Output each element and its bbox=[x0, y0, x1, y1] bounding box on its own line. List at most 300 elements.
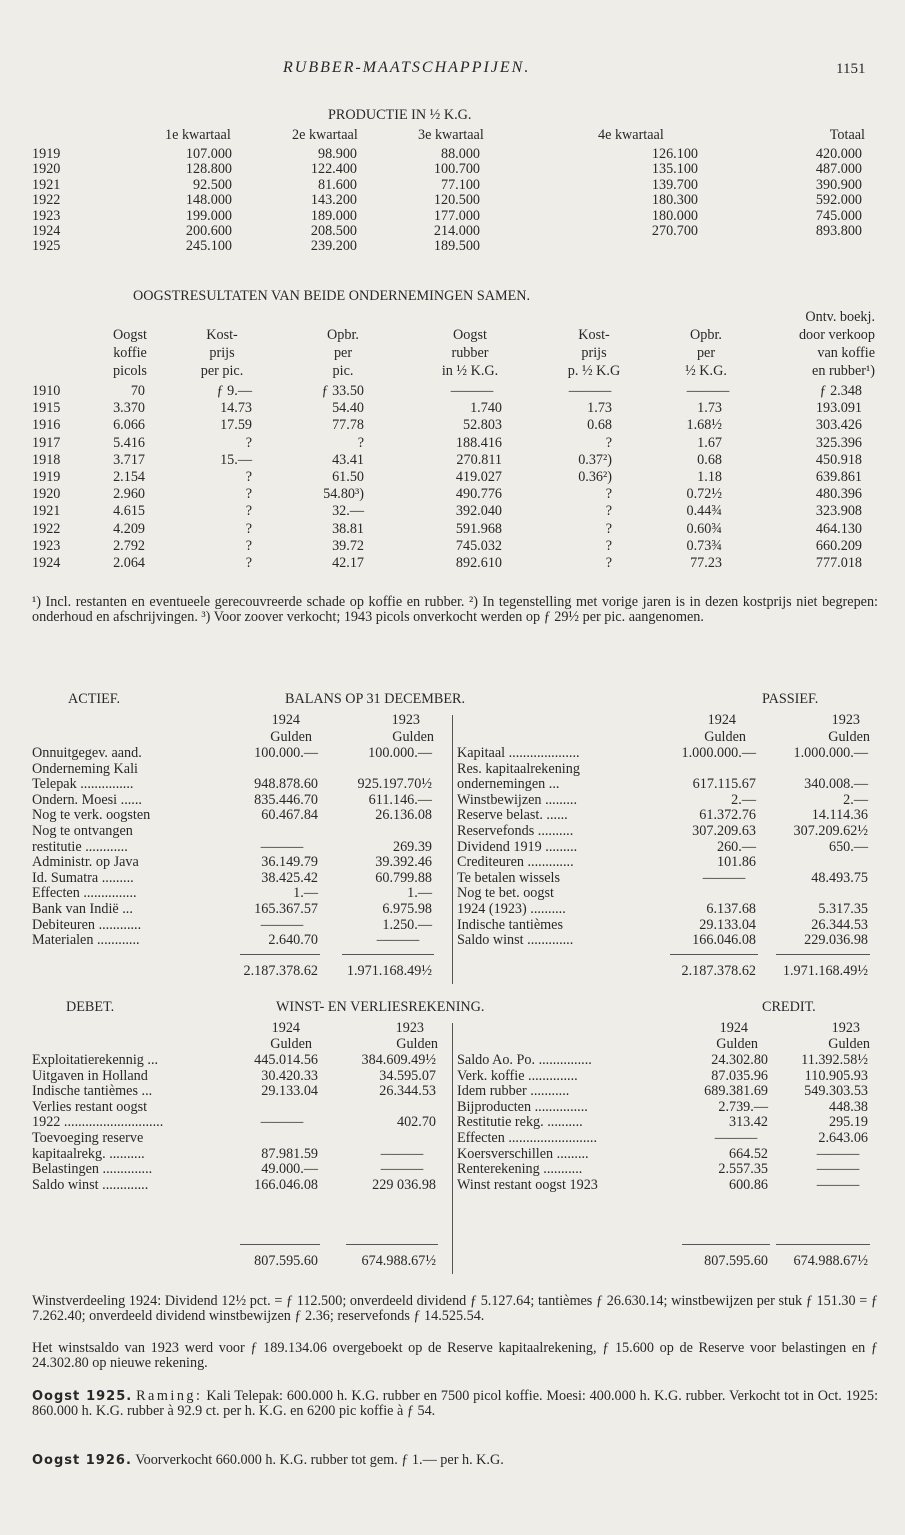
balans-total-rule bbox=[670, 954, 758, 955]
balans-left-label: Materialen ............ bbox=[32, 932, 140, 949]
oogst-cell: ? bbox=[605, 520, 612, 537]
balans-right-value: 2.— bbox=[843, 791, 868, 808]
winst-right-value: ——— bbox=[816, 1145, 860, 1162]
balans-left-value: 165.367.57 bbox=[254, 901, 318, 917]
oogst-cell: 0.68 bbox=[697, 451, 722, 468]
oogst-cell: 270.811 bbox=[456, 451, 502, 468]
balans-left-value: 1.250.— bbox=[382, 916, 432, 933]
winst-left-value: ——— bbox=[380, 1161, 424, 1178]
oogst-column-header: Oogst bbox=[453, 327, 487, 343]
balans-left-value: 38.425.42 bbox=[261, 869, 318, 886]
oogst-cell: 745.032 bbox=[455, 537, 502, 554]
balans-left-value: 948.878.60 bbox=[254, 776, 318, 793]
balans-left-value: 60.467.84 bbox=[261, 807, 318, 824]
productie-cell: 77.100 bbox=[440, 176, 480, 193]
winst-left-label: Exploitatierekennig ... bbox=[32, 1052, 159, 1068]
productie-cell: 200.600 bbox=[185, 223, 232, 239]
productie-cell: 177.000 bbox=[433, 207, 480, 224]
winst-left-value: 87.981.59 bbox=[261, 1145, 318, 1162]
winst-unit-head: Gulden bbox=[828, 1036, 870, 1052]
productie-cell: 126.100 bbox=[651, 146, 698, 162]
balans-total: 2.187.378.62 bbox=[243, 963, 318, 979]
productie-cell: 245.100 bbox=[185, 238, 232, 255]
productie-column-header: Totaal bbox=[829, 127, 865, 143]
oogst-cell: 450.918 bbox=[815, 451, 862, 468]
winst-right-value: 664.52 bbox=[728, 1145, 768, 1162]
balans-year-head: 1924 bbox=[707, 712, 736, 728]
productie-cell: 420.000 bbox=[815, 146, 862, 162]
productie-cell: 893.800 bbox=[815, 223, 862, 239]
balans-right-value: 617.115.67 bbox=[692, 776, 756, 793]
balans-actief-head: ACTIEF. bbox=[68, 691, 121, 707]
winst-right-label: Saldo Ao. Po. ............... bbox=[457, 1052, 592, 1068]
oogst-1925-label: Oogst 1925. bbox=[32, 1389, 133, 1404]
winst-right-value: ——— bbox=[714, 1130, 758, 1146]
oogst-row-year: 1920 bbox=[32, 486, 61, 503]
productie-row-year: 1925 bbox=[32, 238, 61, 255]
oogst-cell: 39.72 bbox=[332, 537, 364, 554]
productie-column-header: 3e kwartaal bbox=[418, 127, 484, 143]
winst-total: 807.595.60 bbox=[254, 1253, 318, 1269]
oogst-cell: 6.066 bbox=[113, 417, 145, 434]
balans-unit-head: Gulden bbox=[392, 729, 434, 745]
oogst-cell: 42.17 bbox=[332, 555, 364, 571]
balans-left-value: 1.— bbox=[407, 885, 432, 902]
balans-left-label: Telepak ............... bbox=[32, 776, 134, 793]
balans-right-value: 307.209.62½ bbox=[793, 823, 868, 839]
oogst-cell: ? bbox=[605, 434, 612, 451]
winst-right-label: Koersverschillen ......... bbox=[457, 1145, 589, 1162]
winst-left-value: 30.420.33 bbox=[261, 1067, 318, 1084]
oogst-column-header: door verkoop bbox=[798, 327, 875, 343]
balans-left-label: Nog te verk. oogsten bbox=[32, 807, 151, 824]
winst-year-head: 1923 bbox=[395, 1020, 424, 1036]
oogst-column-header: picols bbox=[113, 363, 147, 379]
productie-cell: 239.200 bbox=[310, 238, 357, 255]
oogst-row-year: 1915 bbox=[32, 400, 61, 417]
balans-total: 1.971.168.49½ bbox=[782, 963, 868, 979]
oogst-column-header: rubber bbox=[451, 345, 489, 361]
oogst-cell: ? bbox=[245, 555, 252, 571]
winst-year-head: 1923 bbox=[831, 1020, 860, 1036]
winst-right-value: 11.392.58½ bbox=[801, 1052, 868, 1068]
productie-cell: 592.000 bbox=[815, 192, 862, 209]
oogst-column-header: Opbr. bbox=[690, 327, 722, 343]
productie-cell: 180.000 bbox=[651, 207, 698, 224]
winst-right-label: Winst restant oogst 1923 bbox=[457, 1176, 598, 1193]
productie-row-year: 1922 bbox=[32, 192, 61, 209]
productie-cell: 487.000 bbox=[815, 161, 862, 178]
productie-cell: 390.900 bbox=[815, 176, 862, 193]
winst-right-value: 2.557.35 bbox=[718, 1161, 768, 1178]
balans-right-value: ——— bbox=[702, 869, 746, 886]
oogst-cell: 32.— bbox=[332, 503, 364, 520]
oogst-1925-text: Kali Telepak: 600.000 h. K.G. rubber en 7500 picol koffie. Moesi: 400.000 h. K.G. rubber. Verkocht tot in Oct. 1925: 860.000 h. K.G. rubber à 92.9 ct. per h. K.G. en 6200 pic koffie à ƒ 54. bbox=[32, 1388, 879, 1420]
winst-left-label: 1922 ............................ bbox=[32, 1114, 164, 1131]
winst-right-value: ——— bbox=[816, 1161, 860, 1178]
balans-passief-head: PASSIEF. bbox=[762, 691, 819, 707]
winst-left-label: Saldo winst ............. bbox=[32, 1176, 149, 1193]
oogst-column-header: in ½ K.G. bbox=[441, 363, 499, 379]
winst-right-label: Renterekening ........... bbox=[457, 1161, 583, 1178]
winst-total-rule bbox=[682, 1244, 770, 1245]
winst-debet-head: DEBET. bbox=[66, 999, 115, 1015]
balans-left-label: restitutie ............ bbox=[32, 838, 128, 855]
oogst-cell: 419.027 bbox=[455, 469, 502, 485]
oogst-cell: ? bbox=[245, 469, 252, 485]
productie-cell: 81.600 bbox=[317, 176, 357, 193]
balans-right-value: 26.344.53 bbox=[811, 916, 868, 933]
oogst-cell: ? bbox=[357, 434, 364, 451]
oogst-cell: 325.396 bbox=[815, 434, 862, 451]
oogst-row-year: 1910 bbox=[32, 383, 61, 399]
winst-year-head: 1924 bbox=[719, 1020, 748, 1036]
productie-row-year: 1923 bbox=[32, 207, 61, 224]
winst-right-label: Bijproducten ............... bbox=[457, 1098, 588, 1115]
balans-right-label: Reservefonds .......... bbox=[457, 823, 574, 839]
winst-right-value: ——— bbox=[816, 1176, 860, 1193]
balans-total: 1.971.168.49½ bbox=[346, 963, 432, 979]
oogst-column-header: per pic. bbox=[200, 363, 244, 379]
productie-cell: 107.000 bbox=[185, 146, 232, 162]
winst-left-value: ——— bbox=[380, 1145, 424, 1162]
winst-right-value: 87.035.96 bbox=[711, 1067, 768, 1084]
oogst-cell: 5.416 bbox=[113, 434, 145, 451]
balans-right-value: 307.209.63 bbox=[692, 823, 756, 839]
oogst-1926-label: Oogst 1926. bbox=[32, 1453, 132, 1468]
oogst-column-header: van koffie bbox=[817, 345, 875, 361]
oogst-column-header: en rubber¹) bbox=[812, 363, 875, 379]
oogst-column-header: ½ K.G. bbox=[685, 363, 727, 379]
winst-left-value: 29.133.04 bbox=[261, 1083, 318, 1100]
oogst-cell: 2.792 bbox=[113, 537, 145, 554]
oogst-cell: 0.36²) bbox=[578, 469, 612, 485]
winst-left-label: Toevoeging reserve bbox=[32, 1130, 144, 1146]
oogst-cell: ? bbox=[605, 555, 612, 571]
winst-total-rule bbox=[776, 1244, 870, 1245]
winst-year-head: 1924 bbox=[271, 1020, 300, 1036]
balans-left-label: Nog te ontvangen bbox=[32, 823, 133, 839]
balans-left-value: 925.197.70½ bbox=[357, 776, 432, 793]
productie-cell: 120.500 bbox=[433, 192, 480, 209]
balans-unit-head: Gulden bbox=[704, 729, 746, 745]
oogst-1926-paragraph bbox=[32, 1453, 878, 1468]
productie-row-year: 1921 bbox=[32, 176, 61, 193]
oogst-cell: ? bbox=[245, 520, 252, 537]
winst-divider bbox=[452, 1023, 453, 1274]
winst-right-value: 313.42 bbox=[728, 1114, 768, 1131]
oogst-column-header: koffie bbox=[113, 345, 147, 361]
oogst-cell: ? bbox=[605, 486, 612, 503]
balans-left-label: Effecten ............... bbox=[32, 885, 137, 902]
balans-right-value: 101.86 bbox=[716, 854, 756, 871]
oogst-cell: ƒ 33.50 bbox=[321, 383, 364, 399]
oogst-cell: ? bbox=[605, 503, 612, 520]
balans-right-label: Saldo winst ............. bbox=[457, 932, 574, 949]
winst-total: 674.988.67½ bbox=[361, 1253, 436, 1269]
oogst-cell: 3.370 bbox=[113, 400, 145, 417]
page-title: RUBBER-MAATSCHAPPIJEN. bbox=[283, 59, 531, 76]
oogst-row-year: 1919 bbox=[32, 469, 61, 485]
oogst-cell: 480.396 bbox=[815, 486, 862, 503]
oogst-cell: 660.209 bbox=[815, 537, 862, 554]
oogst-cell: 323.908 bbox=[815, 503, 862, 520]
balans-left-value: 835.446.70 bbox=[254, 791, 318, 808]
balans-left-value: 611.146.— bbox=[368, 791, 432, 808]
winst-left-label: Verlies restant oogst bbox=[32, 1098, 148, 1115]
winst-left-value: 384.609.49½ bbox=[361, 1052, 436, 1068]
balans-left-value: 39.392.46 bbox=[375, 854, 432, 871]
oogst-row-year: 1922 bbox=[32, 520, 61, 537]
oogst-row-year: 1924 bbox=[32, 555, 61, 571]
balans-year-head: 1923 bbox=[831, 712, 860, 728]
oogst-column-header: prijs bbox=[581, 345, 607, 361]
balans-right-label: Winstbewijzen ......... bbox=[457, 791, 577, 808]
productie-cell: 189.500 bbox=[433, 238, 480, 255]
oogst-cell: 1.73 bbox=[697, 400, 722, 417]
oogst-row-year: 1918 bbox=[32, 451, 61, 468]
balans-right-value: 14.114.36 bbox=[811, 807, 868, 824]
winst-right-label: Restitutie rekg. .......... bbox=[457, 1114, 583, 1131]
balans-right-value: 650.— bbox=[828, 838, 868, 855]
oogst-footnote: ¹) Incl. restanten en eventueele gerecouvreerde schade op koffie en rubber. ²) In tegenstelling met vorige jaren is in dezen kostprijs niet begrepen: onderhoud en afschrijvingen. ³) Voor zoover verkocht; 1943 picols onverkocht werden op ƒ 29½ per pic. aangenomen. bbox=[32, 594, 878, 626]
productie-cell: 139.700 bbox=[651, 176, 698, 193]
oogst-row-year: 1916 bbox=[32, 417, 61, 434]
balans-right-label: ondernemingen ... bbox=[457, 776, 560, 793]
oogst-cell: 392.040 bbox=[455, 503, 502, 520]
productie-cell: 180.300 bbox=[651, 192, 698, 209]
oogst-column-header: pic. bbox=[332, 363, 354, 379]
oogst-cell: 4.615 bbox=[113, 503, 145, 520]
oogst-cell: ? bbox=[245, 503, 252, 520]
balans-total-rule bbox=[342, 954, 434, 955]
oogst-column-header: prijs bbox=[209, 345, 235, 361]
oogst-cell: ——— bbox=[568, 383, 612, 399]
balans-unit-head: Gulden bbox=[828, 729, 870, 745]
winst-right-value: 110.905.93 bbox=[804, 1067, 868, 1084]
winst-unit-head: Gulden bbox=[716, 1036, 758, 1052]
oogst-cell: 0.37²) bbox=[578, 451, 612, 468]
oogst-cell: 77.23 bbox=[690, 555, 722, 571]
balans-divider bbox=[452, 715, 453, 984]
productie-cell: 135.100 bbox=[651, 161, 698, 178]
oogst-cell: 0.44¾ bbox=[686, 503, 722, 520]
oogst-1925-paragraph bbox=[32, 1389, 878, 1420]
oogst-row-year: 1917 bbox=[32, 434, 61, 451]
productie-cell: 100.700 bbox=[433, 161, 480, 178]
oogst-cell: 892.610 bbox=[455, 555, 502, 571]
oogst-cell: 193.091 bbox=[815, 400, 862, 417]
winst-right-value: 549.303.53 bbox=[804, 1083, 868, 1100]
oogst-cell: 0.60¾ bbox=[686, 520, 722, 537]
winst-left-value: 34.595.07 bbox=[379, 1067, 436, 1084]
winst-left-value: 26.344.53 bbox=[379, 1083, 436, 1100]
productie-row-year: 1920 bbox=[32, 161, 61, 178]
winst-left-value: 49.000.— bbox=[261, 1161, 318, 1178]
balans-left-value: 36.149.79 bbox=[261, 854, 318, 871]
productie-cell: 98.900 bbox=[317, 146, 357, 162]
balans-right-label: Indische tantièmes bbox=[457, 916, 563, 933]
balans-left-value: 1.— bbox=[293, 885, 318, 902]
balans-right-value: 61.372.76 bbox=[699, 807, 756, 824]
winst-right-value: 600.86 bbox=[728, 1176, 768, 1193]
winst-right-value: 295.19 bbox=[828, 1114, 868, 1131]
balans-total-rule bbox=[240, 954, 320, 955]
balans-total: 2.187.378.62 bbox=[681, 963, 756, 979]
oogst-cell: ? bbox=[605, 537, 612, 554]
oogst-title: OOGSTRESULTATEN VAN BEIDE ONDERNEMINGEN SAMEN. bbox=[133, 288, 531, 304]
balans-right-label: Kapitaal .................... bbox=[457, 745, 580, 761]
oogst-cell: 777.018 bbox=[815, 555, 862, 571]
oogst-cell: 1.18 bbox=[697, 469, 722, 485]
oogst-cell: 38.81 bbox=[332, 520, 364, 537]
oogst-cell: 1.740 bbox=[470, 400, 502, 417]
balans-right-label: Dividend 1919 ......... bbox=[457, 838, 578, 855]
balans-total-rule bbox=[776, 954, 870, 955]
oogst-cell: ? bbox=[245, 434, 252, 451]
oogst-cell: 0.68 bbox=[587, 417, 612, 434]
oogst-cell: 54.80³) bbox=[323, 486, 364, 503]
winst-right-label: Verk. koffie .............. bbox=[457, 1067, 578, 1084]
balans-left-label: Debiteuren ............ bbox=[32, 916, 142, 933]
oogst-cell: 43.41 bbox=[332, 451, 364, 468]
winst-right-label: Idem rubber ........... bbox=[457, 1083, 570, 1100]
balans-year-head: 1924 bbox=[271, 712, 300, 728]
winst-total: 674.988.67½ bbox=[793, 1253, 868, 1269]
balans-right-value: 6.137.68 bbox=[706, 901, 756, 917]
balans-left-label: Administr. op Java bbox=[32, 854, 139, 871]
winst-right-value: 2.739.— bbox=[718, 1098, 768, 1115]
oogst-column-header: Kost- bbox=[206, 327, 238, 343]
winst-credit-head: CREDIT. bbox=[762, 999, 816, 1015]
productie-title: PRODUCTIE IN ½ K.G. bbox=[328, 107, 472, 123]
oogst-cell: 639.861 bbox=[815, 469, 862, 485]
winst-left-label: Belastingen .............. bbox=[32, 1161, 153, 1178]
oogst-cell: 2.154 bbox=[113, 469, 145, 485]
balans-right-value: 5.317.35 bbox=[818, 901, 868, 917]
balans-left-label: Ondern. Moesi ...... bbox=[32, 791, 142, 808]
oogst-cell: 4.209 bbox=[113, 520, 145, 537]
balans-right-label: Res. kapitaalrekening bbox=[457, 760, 580, 777]
winst-left-value: 445.014.56 bbox=[254, 1052, 318, 1068]
balans-left-label: Id. Sumatra ......... bbox=[32, 869, 134, 886]
winst-right-value: 689.381.69 bbox=[704, 1083, 768, 1100]
winst-title: WINST- EN VERLIESREKENING. bbox=[276, 999, 485, 1015]
productie-row-year: 1919 bbox=[32, 146, 61, 162]
productie-cell: 122.400 bbox=[310, 161, 357, 178]
winst-right-value: 24.302.80 bbox=[711, 1052, 768, 1068]
oogst-cell: 15.— bbox=[220, 451, 252, 468]
oogst-row-year: 1921 bbox=[32, 503, 61, 520]
productie-cell: 270.700 bbox=[651, 223, 698, 239]
oogst-cell: 0.72½ bbox=[686, 486, 722, 503]
productie-cell: 199.000 bbox=[185, 207, 232, 224]
balans-left-label: Onnuitgegev. aand. bbox=[32, 745, 142, 761]
balans-left-value: 2.640.70 bbox=[268, 932, 318, 949]
productie-cell: 148.000 bbox=[185, 192, 232, 209]
balans-left-value: 60.799.88 bbox=[375, 869, 432, 886]
oogst-cell: 303.426 bbox=[815, 417, 862, 434]
balans-left-value: 269.39 bbox=[392, 838, 432, 855]
productie-cell: 143.200 bbox=[310, 192, 357, 209]
productie-cell: 208.500 bbox=[310, 223, 357, 239]
oogst-cell: 464.130 bbox=[815, 520, 862, 537]
balans-right-value: 1.000.000.— bbox=[681, 745, 756, 761]
winst-left-value: 166.046.08 bbox=[254, 1176, 318, 1193]
winst-left-label: Indische tantièmes ... bbox=[32, 1083, 153, 1100]
winst-right-value: 2.643.06 bbox=[818, 1130, 868, 1146]
winst-left-value: 229 036.98 bbox=[372, 1176, 436, 1193]
productie-cell: 88.000 bbox=[440, 146, 480, 162]
balans-left-value: ——— bbox=[260, 838, 304, 855]
oogst-cell: 14.73 bbox=[220, 400, 252, 417]
winst-left-value: 402.70 bbox=[396, 1114, 436, 1131]
oogst-cell: ? bbox=[245, 537, 252, 554]
oogst-cell: 1.68½ bbox=[686, 417, 722, 434]
oogst-cell: 2.960 bbox=[113, 486, 145, 503]
balans-right-value: 229.036.98 bbox=[804, 932, 868, 949]
oogst-cell: 1.67 bbox=[697, 434, 722, 451]
oogst-1925-raming: Raming: bbox=[136, 1388, 203, 1404]
balans-left-value: ——— bbox=[260, 916, 304, 933]
oogst-cell: 77.78 bbox=[332, 417, 364, 434]
balans-unit-head: Gulden bbox=[270, 729, 312, 745]
oogst-cell: ƒ 9.— bbox=[216, 383, 252, 399]
balans-title: BALANS OP 31 DECEMBER. bbox=[285, 691, 465, 707]
winst-right-label: Effecten ......................... bbox=[457, 1130, 598, 1146]
winst-left-label: kapitaalrekg. .......... bbox=[32, 1145, 145, 1162]
balans-left-value: 6.975.98 bbox=[382, 901, 432, 917]
winst-unit-head: Gulden bbox=[270, 1036, 312, 1052]
balans-right-label: 1924 (1923) .......... bbox=[457, 901, 566, 917]
balans-right-value: 260.— bbox=[716, 838, 756, 855]
balans-right-label: Nog te bet. oogst bbox=[457, 885, 554, 902]
oogst-cell: ? bbox=[245, 486, 252, 503]
oogst-column-header: Ontv. boekj. bbox=[805, 309, 875, 325]
oogst-cell: 52.803 bbox=[462, 417, 502, 434]
winst-total: 807.595.60 bbox=[704, 1253, 768, 1269]
oogst-column-header: p. ½ K.G bbox=[567, 363, 621, 379]
balans-right-label: Crediteuren ............. bbox=[457, 854, 574, 871]
balans-right-value: 2.— bbox=[731, 791, 756, 808]
oogst-cell: 490.776 bbox=[455, 486, 502, 503]
oogst-row-year: 1923 bbox=[32, 537, 61, 554]
balans-right-value: 48.493.75 bbox=[811, 869, 868, 886]
productie-cell: 128.800 bbox=[185, 161, 232, 178]
balans-right-value: 340.008.— bbox=[804, 776, 868, 793]
balans-left-value: 100.000.— bbox=[368, 745, 432, 761]
winst-left-label: Uitgaven in Holland bbox=[32, 1067, 148, 1084]
oogst-cell: 61.50 bbox=[332, 469, 364, 485]
oogst-cell: 17.59 bbox=[220, 417, 252, 434]
oogst-column-header: Kost- bbox=[578, 327, 610, 343]
winst-left-value: ——— bbox=[260, 1114, 304, 1131]
balans-left-value: ——— bbox=[376, 932, 420, 949]
oogst-cell: 70 bbox=[130, 383, 145, 399]
productie-cell: 189.000 bbox=[310, 207, 357, 224]
balans-left-value: 100.000.— bbox=[254, 745, 318, 761]
balans-left-label: Bank van Indië ... bbox=[32, 901, 133, 917]
winstverdeeling-text: Winstverdeeling 1924: Dividend 12½ pct. = ƒ 112.500; onverdeeld dividend ƒ 5.127.64; tantièmes ƒ 26.630.14; winstbewijzen per stuk ƒ 151.30 = ƒ 7.262.40; onverdeeld dividend winstbewijzen ƒ 2.36; reservefonds ƒ 14.525.54. bbox=[32, 1293, 878, 1325]
winst-total-rule bbox=[240, 1244, 320, 1245]
oogst-cell: ——— bbox=[686, 383, 730, 399]
balans-right-label: Te betalen wissels bbox=[457, 869, 561, 886]
oogst-column-header: per bbox=[696, 345, 716, 361]
oogst-cell: 54.40 bbox=[332, 400, 364, 417]
balans-right-value: 1.000.000.— bbox=[793, 745, 868, 761]
oogst-cell: ƒ 2.348 bbox=[819, 383, 862, 399]
productie-cell: 92.500 bbox=[192, 176, 232, 193]
